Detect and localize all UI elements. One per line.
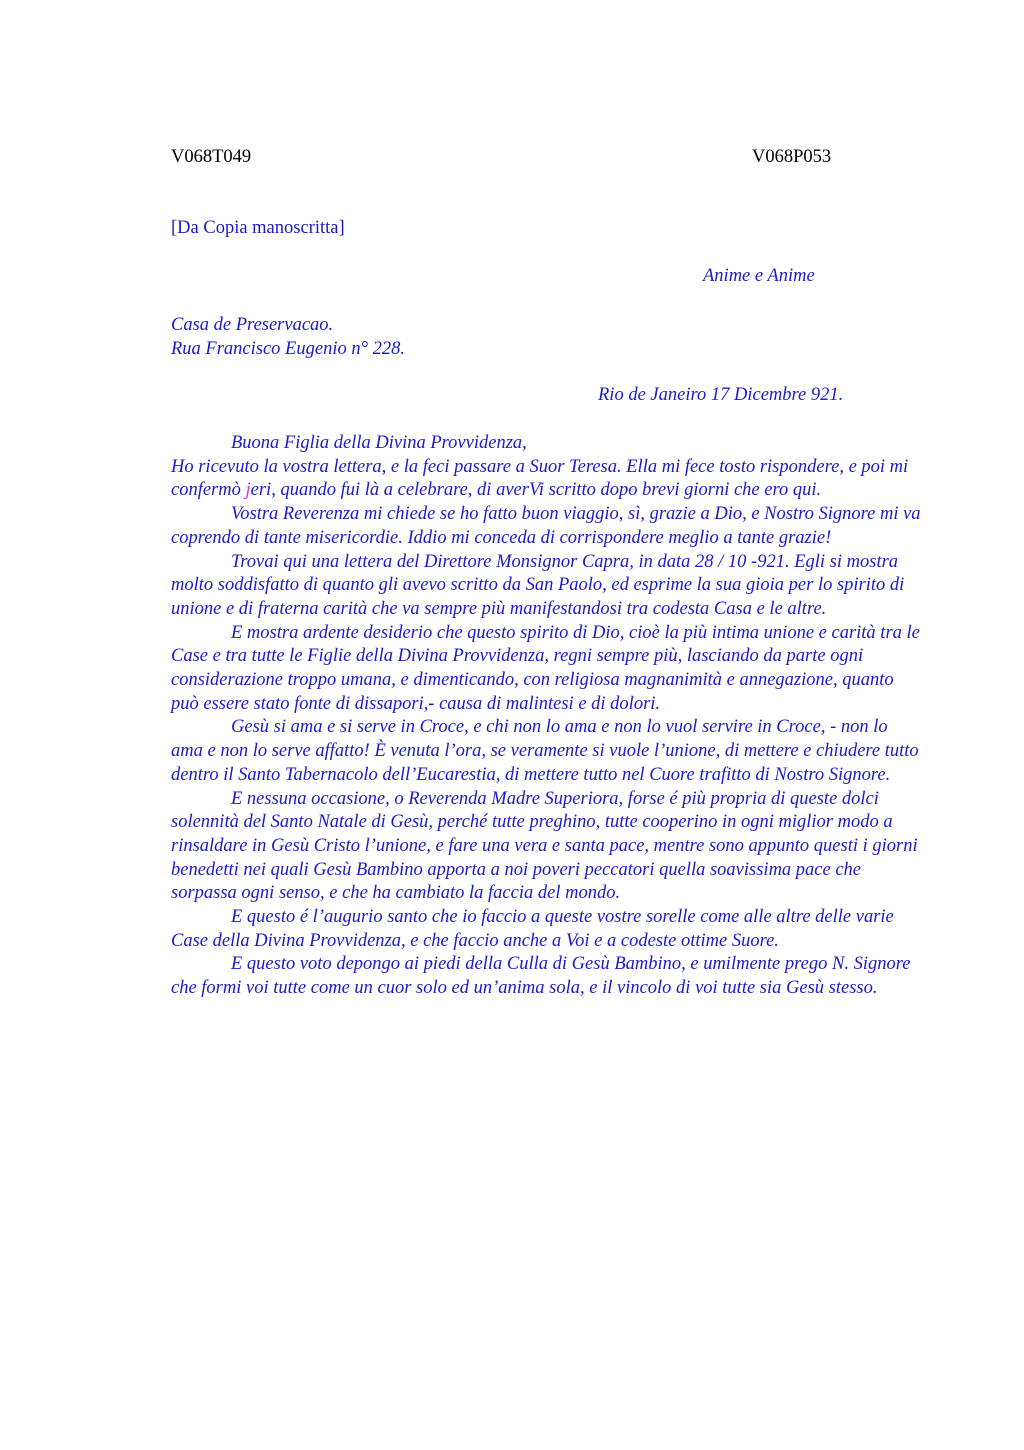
letter-paragraph-4: E mostra ardente desiderio che questo spirito di Dio, cioè la più intima unione e carità tra le Case e tra tutte le Figlie della Divina Provvidenza, regni sempre più, lasciando da parte ogni considerazione troppo umana, e dimenticando, con religiosa magnanimità e annegazione, quanto può essere stato fonte di dissapori,- causa di malintesi e di dolori. <box>171 622 920 714</box>
document-reference-right: V068P053 <box>752 147 832 167</box>
paragraph-1-text-end: eri, quando fui là a celebrare, di averVi scritto dopo brevi giorni che ero qui. <box>250 480 822 501</box>
letter-paragraph-8: E questo voto depongo ai piedi della Culla di Gesù Bambino, e umilmente prego N. Signore che formi voi tutte come un cuor solo ed un’anima sola, e il vincolo di voi tutte sia Gesù stesso. <box>171 954 911 999</box>
letter-paragraph-1 <box>171 456 923 503</box>
letter-paragraph-3: Trovai qui una lettera del Direttore Monsignor Capra, in data 28 / 10 -921. Egli si mostra molto soddisfatto di quanto gli avevo scritto da San Paolo, ed esprime la sua gioia per lo spirito di unione e di fraterna carità che va sempre più manifestandosi tra codesta Casa e le altre. <box>171 551 905 619</box>
letter-paragraph-7: E questo é l’augurio santo che io faccio a queste vostre sorelle come alle altre delle varie Case della Divina Provvidenza, e che faccio anche a Voi e a codeste ottime Suore. <box>171 907 894 951</box>
letter-paragraph-5: Gesù si ama e si serve in Croce, e chi non lo ama e non lo vuol servire in Croce, - non lo ama e non lo serve affatto! È venuta l’ora, se veramente si vuole l’unione, di mettere e chiudere tutto dentro il Santo Tabernacolo dell’Eucarestia, di mettere tutto nel Cuore trafitto di Nostro Signore. <box>171 717 919 785</box>
highlighted-letter: j <box>245 480 251 501</box>
letter-paragraph-2: Vostra Reverenza mi chiede se ho fatto buon viaggio, sì, grazie a Dio, e Nostro Signore mi va coprendo di tante misericordie. Iddio mi conceda di corrispondere meglio a tante grazie! <box>171 504 921 548</box>
source-note: [Da Copia manoscritta] <box>171 218 345 238</box>
letter-salutation: Buona Figlia della Divina Provvidenza, <box>231 433 527 453</box>
letter-paragraph-6: E nessuna occasione, o Reverenda Madre Superiora, forse é più propria di queste dolci solennità del Santo Natale di Gesù, perché tutte preghino, tutte cooperino in ogni miglior modo a rinsaldare in Gesù Cristo l’unione, e fare una vera e santa pace, mentre sono appunto questi i giorni benedetti nei quali Gesù Bambino apporta a noi poveri peccatori quella soavissima pace che sorpassa ogni senso, e che ha cambiato la faccia del mondo. <box>171 788 918 904</box>
motto: Anime e Anime <box>703 266 815 286</box>
address-line-2: Rua Francisco Eugenio n° 228. <box>171 339 405 359</box>
paragraph-1-text-start: Ho ricevuto la vostra lettera, e la feci passare a Suor Teresa. Ella mi fece tosto rispondere, e poi mi confermò <box>171 456 909 501</box>
address-block <box>171 313 405 361</box>
dateline: Rio de Janeiro 17 Dicembre 921. <box>598 385 844 405</box>
address-line-1: Casa de Preservacao. <box>171 315 334 335</box>
document-reference-left: V068T049 <box>171 147 252 167</box>
letter-body <box>171 432 923 1001</box>
